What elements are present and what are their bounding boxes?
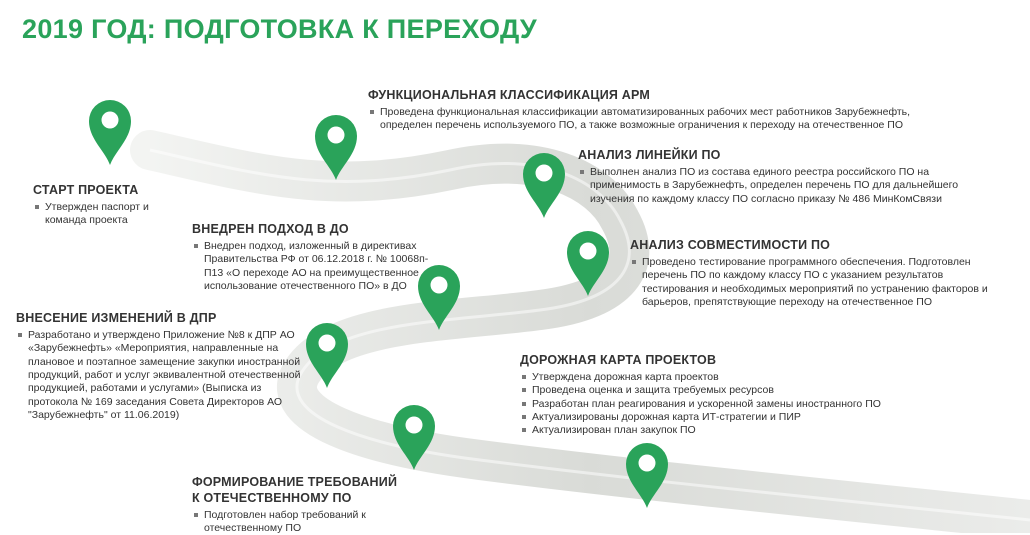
page-title: 2019 ГОД: ПОДГОТОВКА К ПЕРЕХОДУ — [22, 14, 537, 44]
stage-title: ДОРОЖНАЯ КАРТА ПРОЕКТОВ — [520, 353, 717, 367]
map-pin-icon — [304, 320, 350, 390]
map-pin-icon — [624, 440, 670, 510]
stage-item: Разработан план реагирования и ускоренной замены иностранного ПО — [520, 398, 940, 411]
stage-item: Проведена функциональная классификации автоматизированных рабочих мест работников Зарубежнефть, определен перечень используемого ПО, а также возможные ограничения к переходу на отечественное ПО — [368, 106, 938, 133]
stage-title: ВНЕДРЕН ПОДХОД В ДО — [192, 222, 349, 236]
stage-title: ФУНКЦИОНАЛЬНАЯ КЛАССИФИКАЦИЯ АРМ — [368, 88, 650, 102]
stage-dpr-changes — [16, 311, 301, 422]
stage-item: Проведена оценка и защита требуемых ресурсов — [520, 384, 940, 397]
stage-compatibility-analysis — [630, 238, 1010, 309]
stage-item: Внедрен подход, изложенный в директивах Правительства РФ от 06.12.2018 г. № 10068п-П13 «О переходе АО на преимущественное использование отечественного ПО» в ДО — [192, 240, 442, 293]
stage-start-project — [33, 183, 173, 228]
map-pin-icon — [313, 112, 359, 182]
map-pin-icon — [87, 97, 133, 167]
stage-item: Утвержден паспорт и команда проекта — [33, 201, 173, 228]
stage-title: АНАЛИЗ ЛИНЕЙКИ ПО — [578, 148, 721, 162]
stage-title: СТАРТ ПРОЕКТА — [33, 183, 139, 197]
stage-item: Актуализирован план закупок ПО — [520, 424, 940, 437]
stage-title: ФОРМИРОВАНИЕ ТРЕБОВАНИЙ К ОТЕЧЕСТВЕННОМУ ПО — [192, 475, 398, 505]
stage-title: ВНЕСЕНИЕ ИЗМЕНЕНИЙ В ДПР — [16, 311, 217, 325]
map-pin-icon — [391, 402, 437, 472]
stage-item: Утверждена дорожная карта проектов — [520, 371, 940, 384]
stage-functional-classification — [368, 88, 938, 133]
map-pin-icon — [521, 150, 567, 220]
stage-item: Подготовлен набор требований к отечественному ПО — [192, 509, 407, 535]
stage-approach-implemented — [192, 222, 442, 293]
stage-requirements — [192, 475, 407, 535]
stage-item: Актуализированы дорожная карта ИТ-стратегии и ПИР — [520, 411, 940, 424]
stage-project-roadmap — [520, 353, 940, 438]
stage-item: Проведено тестирование программного обеспечения. Подготовлен перечень ПО по каждому классу ПО с указанием результатов тестирования и необходимых мероприятий по устранению факторов и барьеров, препятствующие переходу на отечественное ПО — [630, 256, 1010, 309]
map-pin-icon — [565, 228, 611, 298]
stage-title: АНАЛИЗ СОВМЕСТИМОСТИ ПО — [630, 238, 831, 252]
stage-item: Выполнен анализ ПО из состава единого реестра российского ПО на применимость в Зарубежнефть, определен перечень ПО для дальнейшего изучения по каждому классу ПО согласно приказу № 486 МинКомСвязи — [578, 166, 978, 206]
stage-item: Разработано и утверждено Приложение №8 к ДПР АО «Зарубежнефть» «Мероприятия, направленные на плановое и поэтапное замещение закупки иностранной продукций, работ и услуг эквивалентной отечественной продукцией, работами и услугами» (Выписка из протокола № 169 заседания Совета Директоров АО "Зарубежнефть" от 11.06.2019) — [16, 329, 301, 422]
stage-software-line-analysis — [578, 148, 978, 206]
